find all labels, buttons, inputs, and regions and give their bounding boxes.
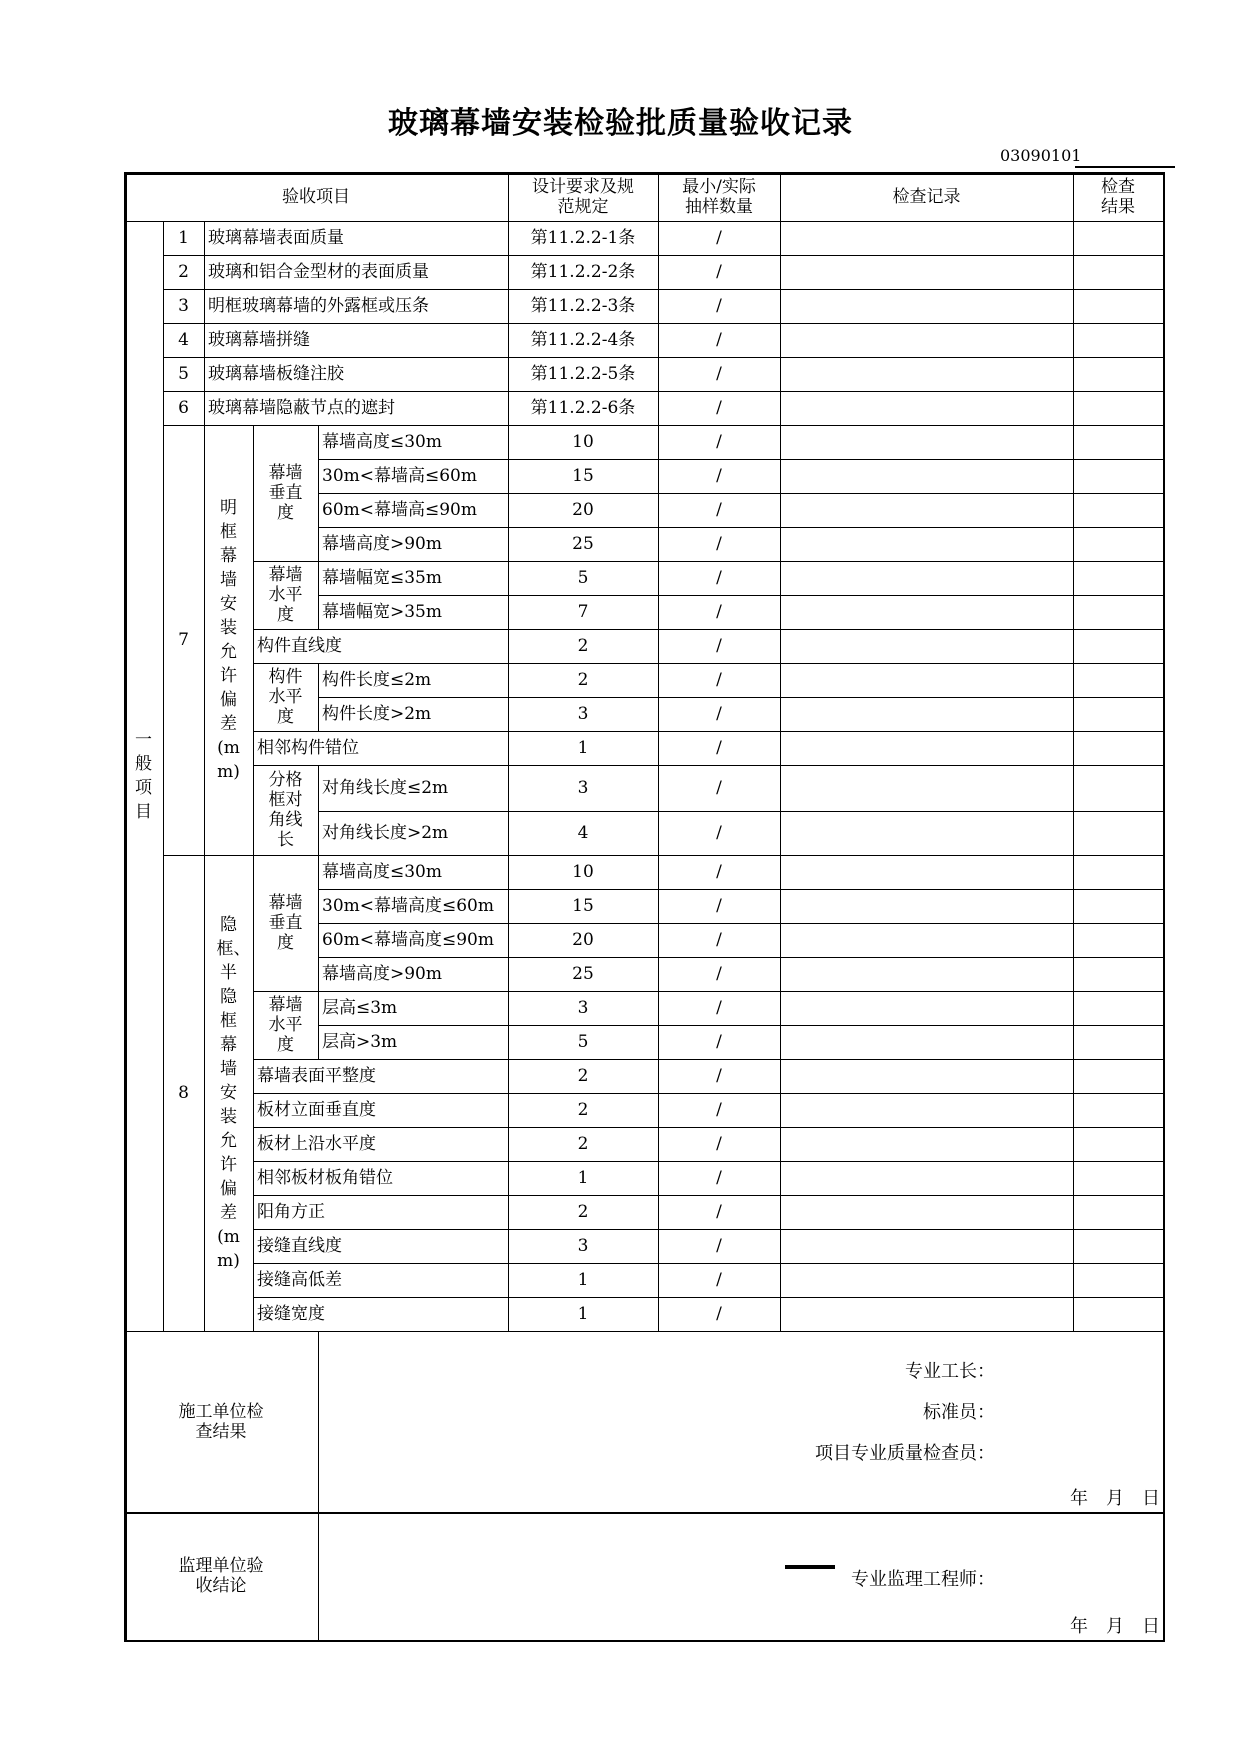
subgroup-label: 分格框对角线长 [268,770,303,850]
row-spec: 第11.2.2-2条 [530,262,636,282]
row-spec: 4 [577,823,589,843]
row-spec: 2 [577,670,589,690]
row-spec: 25 [572,534,594,554]
group8-number: 8 [178,1083,189,1103]
row-number: 5 [178,364,189,384]
header-result: 检查结果 [1101,176,1135,217]
row-sample: / [716,670,722,690]
row-sample: / [716,862,722,882]
row-number: 3 [178,296,189,316]
row-spec: 第11.2.2-6条 [530,398,636,418]
row-sample: / [716,1236,722,1256]
group7-label [204,425,253,855]
row-item-name: 接缝直线度 [257,1236,342,1256]
row-sample: / [716,1202,722,1222]
row-item-name: 30m<幕墙高≤60m [322,466,477,486]
row-sample: / [716,432,722,452]
row-sample: / [716,1100,722,1120]
row-number: 6 [178,398,189,418]
row-item-name: 幕墙表面平整度 [257,1066,376,1086]
subgroup-label: 幕墙水平度 [268,995,303,1055]
row-spec: 2 [577,1100,589,1120]
row-sample: / [716,998,722,1018]
row-sample: / [716,330,722,350]
row-spec: 1 [577,1304,589,1324]
row-spec: 7 [577,602,589,622]
row-item-name: 阳角方正 [257,1202,325,1222]
row-item-name: 明框玻璃幕墙的外露框或压条 [208,296,429,316]
header-sample: 最小/实际抽样数量 [682,176,756,217]
row-spec: 20 [572,500,594,520]
row-sample: / [716,1066,722,1086]
row-item-name: 板材上沿水平度 [257,1134,376,1154]
row-item-name: 构件长度≤2m [322,670,432,690]
row-item-name: 层高>3m [322,1032,398,1052]
row-spec: 第11.2.2-5条 [530,364,636,384]
row-spec: 2 [577,1066,589,1086]
engineer-signature: 专业监理工程师： [851,1569,995,1590]
form-code: 03090101 [1000,146,1082,165]
row-item-name: 幕墙高度≤30m [322,862,442,882]
row-sample: / [716,1270,722,1290]
row-spec: 第11.2.2-3条 [530,296,636,316]
subgroup-label: 幕墙水平度 [268,565,303,625]
row-spec: 2 [577,636,589,656]
row-spec: 1 [577,1168,589,1188]
row-spec: 3 [577,1236,589,1256]
row-number: 1 [178,228,189,248]
row-item-name: 构件长度>2m [322,704,432,724]
row-sample: / [716,738,722,758]
header-record: 检查记录 [892,186,961,207]
subgroup-label: 幕墙垂直度 [268,893,303,953]
row-sample: / [716,364,722,384]
row-item-name: 幕墙高度>90m [322,534,442,554]
row-item-name: 构件直线度 [257,636,342,656]
row-spec: 1 [577,1270,589,1290]
row-spec: 15 [572,466,594,486]
subgroup-label: 幕墙垂直度 [268,463,303,523]
row-spec: 3 [577,704,589,724]
construction-label: 施工单位检查结果 [178,1401,264,1442]
row-item-name: 玻璃幕墙拼缝 [208,330,310,350]
row-sample: / [716,398,722,418]
standard-signature: 标准员： [923,1402,995,1423]
row-spec: 2 [577,1202,589,1222]
row-sample: / [716,568,722,588]
row-sample: / [716,228,722,248]
footer-column-rule [318,1331,319,1640]
table-right-border [1163,172,1165,1642]
group7-label-text: 明框幕墙安装允许偏差(mm) [217,498,240,782]
row-sample: / [716,466,722,486]
row-item-name: 对角线长度≤2m [322,778,449,798]
row-sample: / [716,636,722,656]
row-sample: / [716,296,722,316]
supervision-label: 监理单位验收结论 [178,1556,264,1596]
row-sample: / [716,964,722,984]
signature-dash [785,1565,835,1569]
row-sample: / [716,778,722,798]
row-sample: / [716,1304,722,1324]
row-spec: 2 [577,1134,589,1154]
row-spec: 10 [572,432,594,452]
group7-number: 7 [178,630,189,650]
row-item-name: 幕墙幅宽>35m [322,602,442,622]
row-sample: / [716,1032,722,1052]
row-item-name: 相邻构件错位 [257,738,359,758]
row-item-name: 玻璃幕墙板缝注胶 [208,364,344,384]
row-item-name: 玻璃幕墙表面质量 [208,228,344,248]
category-general [124,221,163,1331]
row-sample: / [716,1168,722,1188]
page-title: 玻璃幕墙安装检验批质量验收记录 [388,106,853,141]
row-sample: / [716,262,722,282]
row-item-name: 60m<幕墙高≤90m [322,500,477,520]
row-spec: 5 [577,1032,589,1052]
row-item-name: 板材立面垂直度 [257,1100,376,1120]
header-spec: 设计要求及规范规定 [532,176,634,217]
row-spec: 3 [577,998,589,1018]
row-spec: 25 [572,964,594,984]
group8-label [204,855,253,1331]
construction-date: 年 月 日 [1070,1488,1160,1509]
row-sample: / [716,823,722,843]
row-item-name: 幕墙高度≤30m [322,432,442,452]
inspector-signature: 项目专业质量检查员： [815,1443,995,1464]
row-spec: 15 [572,896,594,916]
row-item-name: 接缝高低差 [257,1270,342,1290]
header-item: 验收项目 [282,186,350,207]
row-sample: / [716,896,722,916]
row-number: 4 [178,330,189,350]
row-item-name: 相邻板材板角错位 [257,1168,393,1188]
column-rule [1073,221,1074,1331]
row-spec: 第11.2.2-1条 [530,228,636,248]
row-sample: / [716,930,722,950]
table-footer-border [124,1640,1165,1642]
row-item-name: 玻璃和铝合金型材的表面质量 [208,262,429,282]
row-item-name: 玻璃幕墙隐蔽节点的遮封 [208,398,395,418]
category-general-text: 一般项目 [135,730,152,822]
row-sample: / [716,1134,722,1154]
row-sample: / [716,500,722,520]
row-item-name: 60m<幕墙高度≤90m [322,930,494,950]
foreman-signature: 专业工长： [905,1361,995,1382]
row-sample: / [716,704,722,724]
group8-label-text: 隐框、半隐框幕墙安装允许偏差(mm) [216,915,251,1271]
row-item-name: 层高≤3m [322,998,398,1018]
subgroup-label: 构件水平度 [268,667,303,727]
supervision-date: 年 月 日 [1070,1616,1160,1637]
row-spec: 第11.2.2-4条 [530,330,636,350]
row-item-name: 对角线长度>2m [322,823,449,843]
row-spec: 5 [577,568,589,588]
row-spec: 3 [577,778,589,798]
row-spec: 20 [572,930,594,950]
row-spec: 1 [577,738,589,758]
row-item-name: 30m<幕墙高度≤60m [322,896,494,916]
form-code-underline [1075,166,1175,168]
row-sample: / [716,534,722,554]
row-item-name: 幕墙幅宽≤35m [322,568,442,588]
row-item-name: 幕墙高度>90m [322,964,442,984]
row-spec: 10 [572,862,594,882]
row-number: 2 [178,262,189,282]
column-rule [780,221,781,1331]
row-item-name: 接缝宽度 [257,1304,325,1324]
row-sample: / [716,602,722,622]
